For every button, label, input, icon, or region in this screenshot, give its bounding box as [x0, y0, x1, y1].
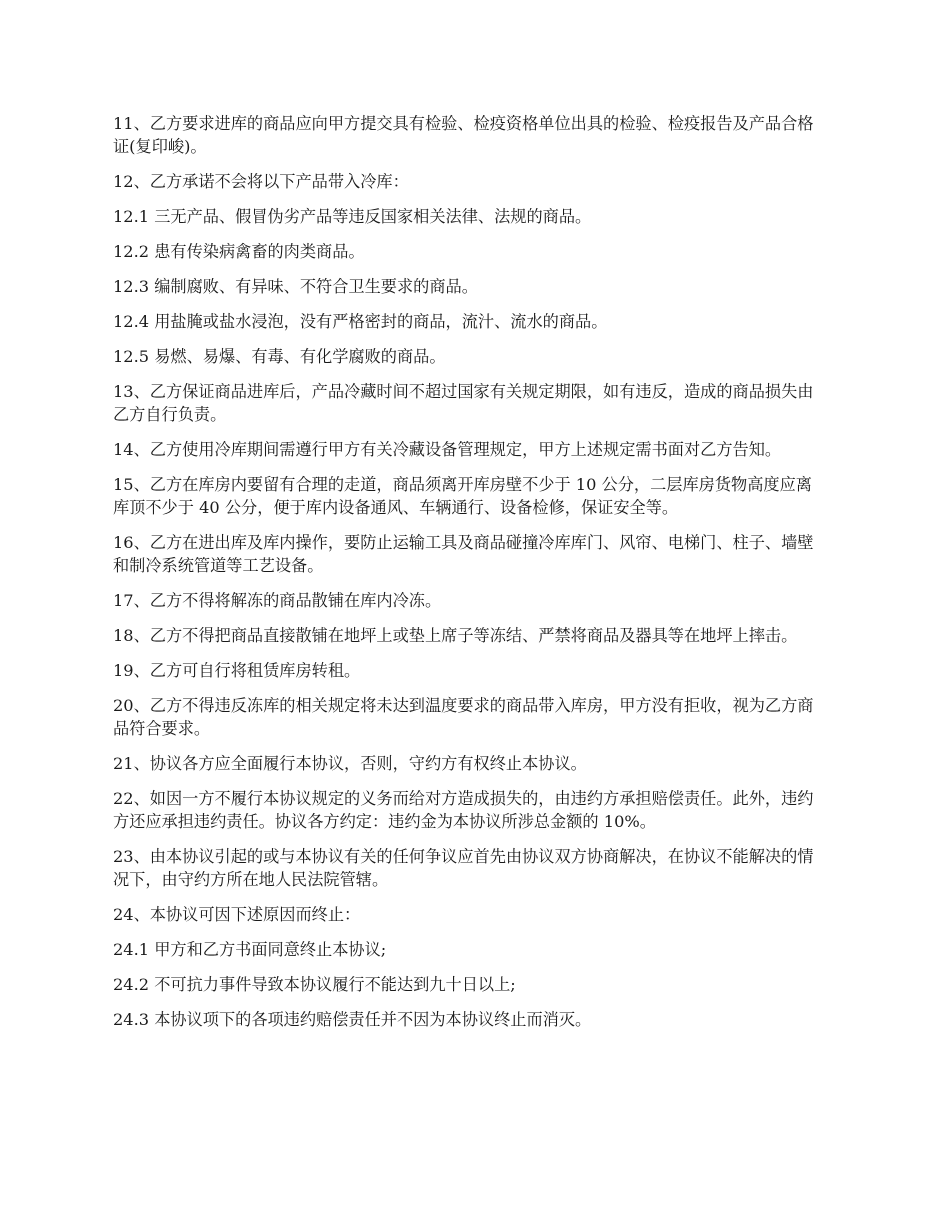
paragraph-19: 19、乙方可自行将租赁库房转租。 — [113, 661, 361, 680]
paragraph-13: 13、乙方保证商品进库后，产品冷藏时间不超过国家有关规定期限，如有违反，造成的商品损失由乙方自行负责。 — [113, 382, 814, 424]
paragraph-21: 21、协议各方应全面履行本协议，否则，守约方有权终止本协议。 — [113, 754, 587, 773]
paragraph-17: 17、乙方不得将解冻的商品散铺在库内冷冻。 — [113, 591, 442, 610]
paragraph-14: 14、乙方使用冷库期间需遵行甲方有关冷藏设备管理规定，甲方上述规定需书面对乙方告知。 — [113, 440, 782, 459]
paragraph-15: 15、乙方在库房内要留有合理的走道，商品须离开库房壁不少于 10 公分，二层库房货物高度应离库顶不少于 40 公分，便于库内设备通风、车辆通行、设备检修，保证安全等。 — [113, 475, 812, 517]
paragraph-24-3: 24.3 本协议项下的各项违约赔偿责任并不因为本协议终止而消灭。 — [113, 1010, 592, 1029]
paragraph-24-2: 24.2 不可抗力事件导致本协议履行不能达到九十日以上; — [113, 975, 516, 994]
paragraph-11: 11、乙方要求进库的商品应向甲方提交具有检验、检疫资格单位出具的检验、检疫报告及产品合格证(复印峻)。 — [113, 114, 814, 156]
paragraph-23: 23、由本协议引起的或与本协议有关的任何争议应首先由协议双方协商解决，在协议不能解决的情况下，由守约方所在地人民法院管辖。 — [113, 847, 814, 889]
paragraph-20: 20、乙方不得违反冻库的相关规定将未达到温度要求的商品带入库房，甲方没有拒收，视为乙方商品符合要求。 — [113, 696, 814, 738]
paragraph-12: 12、乙方承诺不会将以下产品带入冷库： — [113, 172, 409, 191]
paragraph-24-1: 24.1 甲方和乙方书面同意终止本协议; — [113, 940, 387, 959]
paragraph-12-2: 12.2 患有传染病禽畜的肉类商品。 — [113, 242, 365, 261]
paragraph-12-5: 12.5 易燃、易爆、有毒、有化学腐败的商品。 — [113, 347, 446, 366]
paragraph-18: 18、乙方不得把商品直接散铺在地坪上或垫上席子等冻结、严禁将商品及器具等在地坪上摔击。 — [113, 626, 798, 645]
paragraph-12-4: 12.4 用盐腌或盐水浸泡，没有严格密封的商品，流汁、流水的商品。 — [113, 312, 608, 331]
paragraph-12-3: 12.3 编制腐败、有异味、不符合卫生要求的商品。 — [113, 277, 478, 296]
paragraph-24: 24、本协议可因下述原因而终止： — [113, 905, 361, 924]
paragraph-22: 22、如因一方不履行本协议规定的义务而给对方造成损失的，由违约方承担赔偿责任。此外，违约方还应承担违约责任。协议各方约定：违约金为本协议所涉总金额的 10%。 — [113, 789, 814, 831]
paragraph-12-1: 12.1 三无产品、假冒伪劣产品等违反国家相关法律、法规的商品。 — [113, 207, 592, 226]
paragraph-16: 16、乙方在进出库及库内操作，要防止运输工具及商品碰撞冷库库门、风帘、电梯门、柱子、墙壁和制冷系统管道等工艺设备。 — [113, 533, 814, 575]
document-body — [113, 112, 828, 1043]
